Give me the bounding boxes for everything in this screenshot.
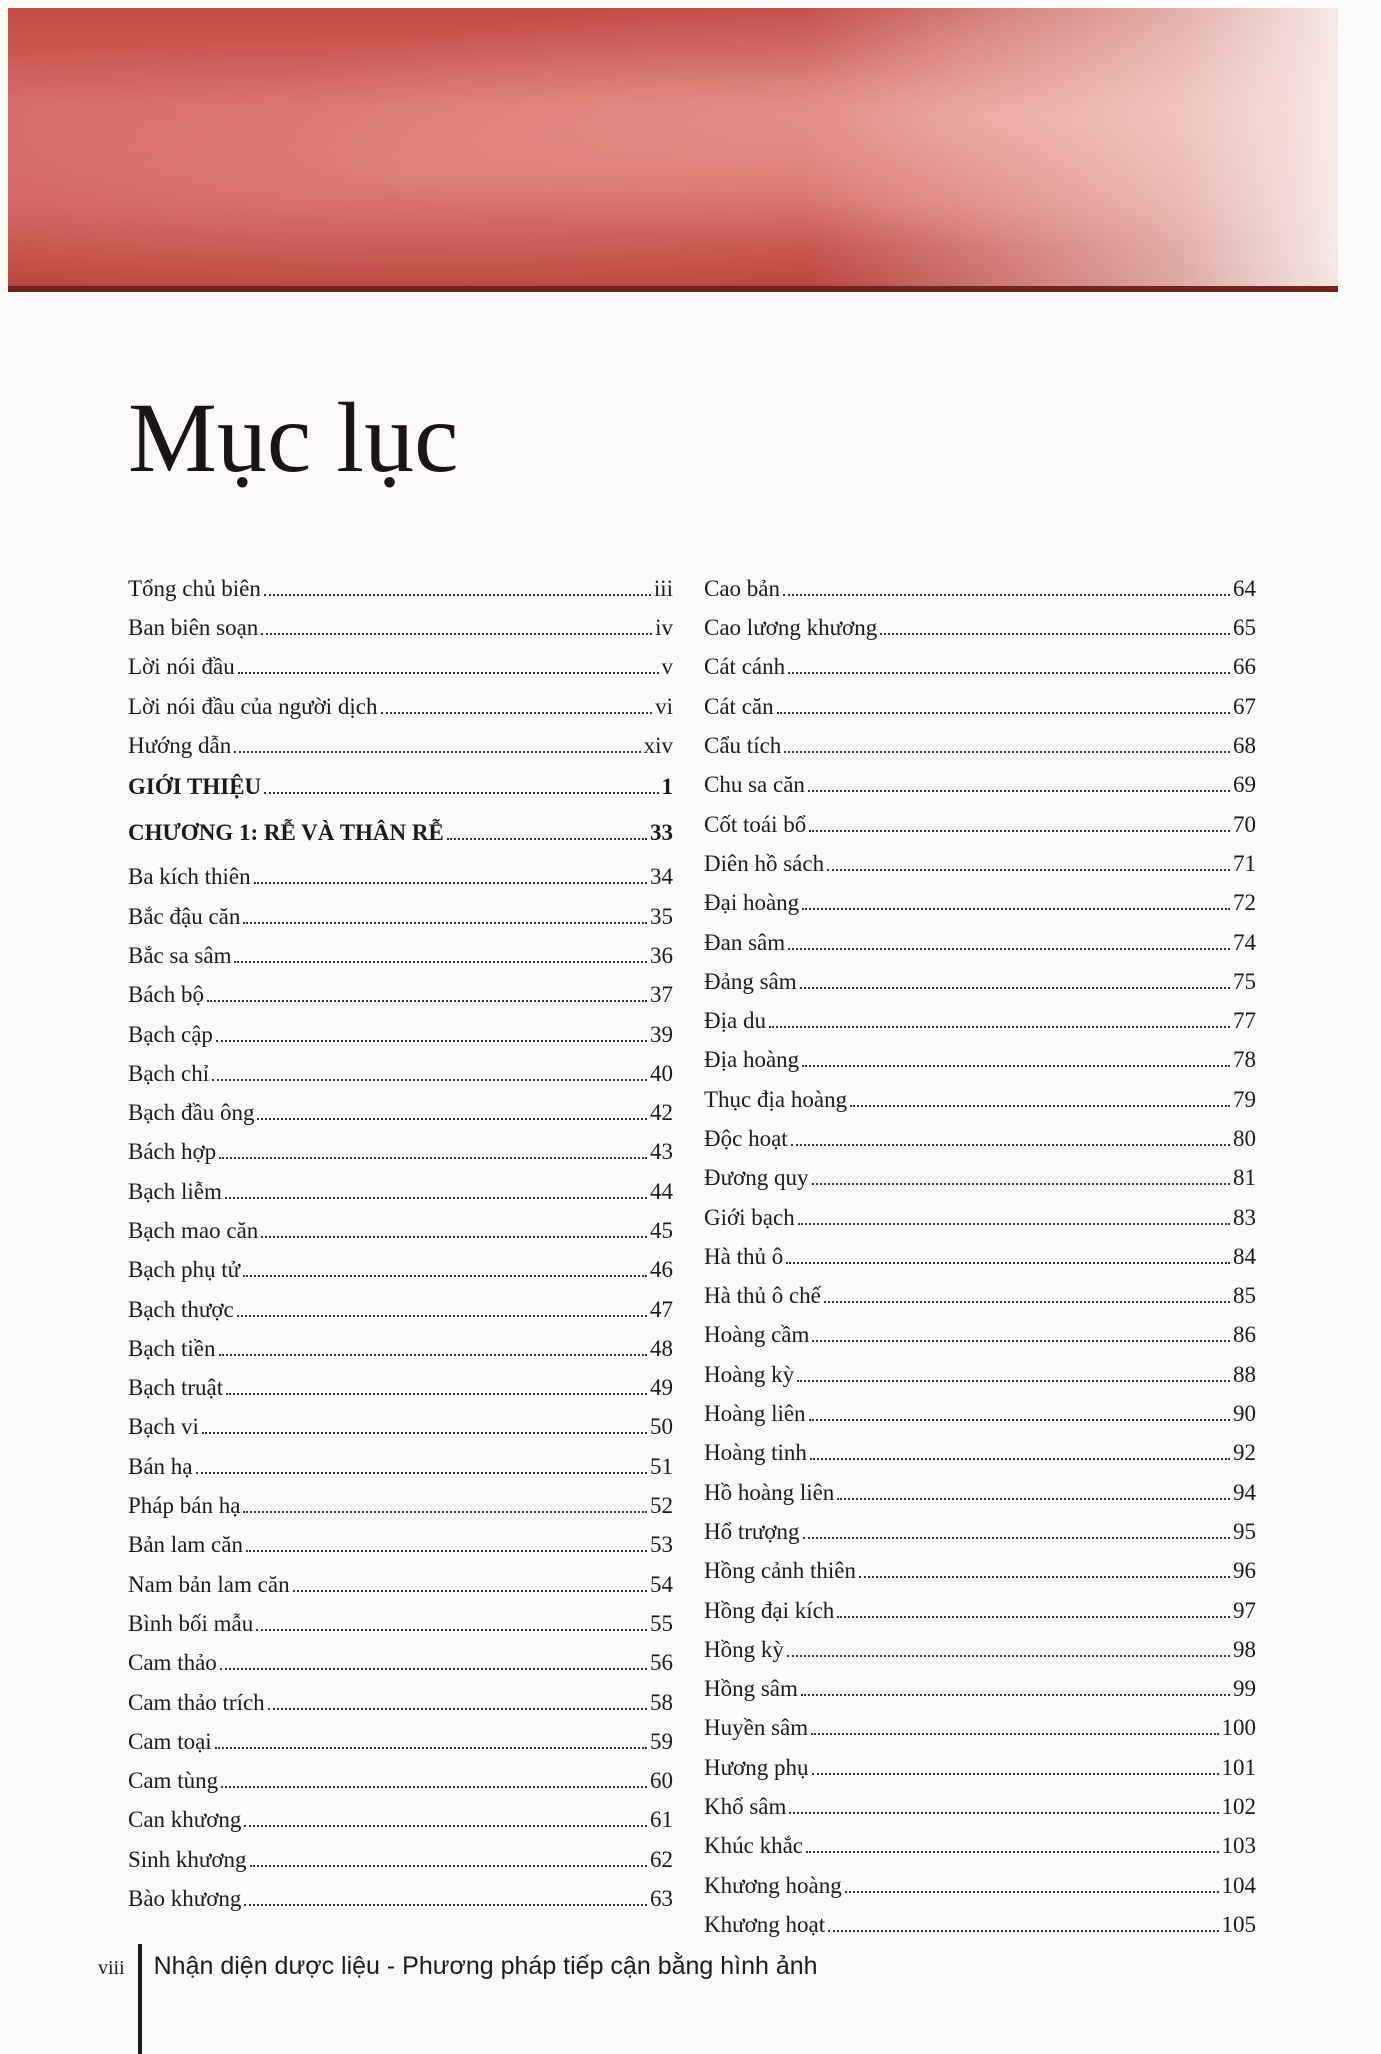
toc-entry[interactable] [128, 1843, 673, 1882]
toc-entry[interactable] [128, 1450, 673, 1489]
dot-leader [828, 1908, 1218, 1932]
toc-entry[interactable] [128, 1253, 673, 1292]
toc-entry[interactable] [704, 1358, 1256, 1397]
toc-entry-label: Pháp bán hạ [128, 1493, 241, 1519]
toc-entry-page: 85 [1233, 1283, 1256, 1309]
dot-leader [243, 1253, 647, 1277]
toc-entry-label: Bào khương [128, 1886, 242, 1912]
toc-entry[interactable] [704, 768, 1256, 807]
dot-leader [256, 1607, 647, 1631]
toc-entry[interactable] [128, 1293, 673, 1332]
toc-entry-page: 102 [1221, 1794, 1256, 1820]
toc-entry-label: CHƯƠNG 1: RỄ VÀ THÂN RỄ [128, 820, 444, 846]
toc-entry-page: 74 [1233, 929, 1256, 955]
dot-leader [788, 651, 1230, 675]
dot-leader [268, 1686, 647, 1710]
toc-entry[interactable] [128, 860, 673, 899]
toc-heading-entry[interactable] [128, 814, 673, 860]
dot-leader [769, 1004, 1230, 1028]
toc-entry[interactable] [704, 1476, 1256, 1515]
dot-leader [225, 1175, 647, 1199]
dot-leader [812, 1751, 1219, 1775]
dot-leader [234, 939, 647, 963]
toc-entry[interactable] [128, 729, 673, 768]
toc-entry-label: Bình bối mẫu [128, 1610, 254, 1636]
toc-entry[interactable] [704, 1437, 1256, 1476]
toc-entry-page: 83 [1233, 1204, 1256, 1230]
toc-entry[interactable] [128, 1175, 673, 1214]
toc-entry[interactable] [704, 729, 1256, 768]
toc-entry-page: 90 [1233, 1401, 1256, 1427]
toc-entry[interactable] [128, 978, 673, 1017]
dot-leader [800, 965, 1230, 989]
toc-entry[interactable] [128, 1725, 673, 1764]
dot-leader [261, 611, 652, 635]
toc-entry-page: 79 [1233, 1086, 1256, 1112]
toc-entry-label: Bắc sa sâm [128, 942, 232, 968]
toc-entry[interactable] [704, 1672, 1256, 1711]
toc-left-column [128, 572, 673, 1922]
toc-entry-page: 72 [1233, 890, 1256, 916]
toc-right-column [704, 572, 1256, 1947]
toc-entry-page: 44 [650, 1178, 673, 1204]
dot-leader [809, 1397, 1230, 1421]
toc-entry[interactable] [128, 1214, 673, 1253]
dot-leader [802, 1044, 1230, 1068]
toc-entry-page: 62 [650, 1846, 673, 1872]
toc-entry-label: Cam tùng [128, 1768, 219, 1794]
dot-leader [801, 1672, 1230, 1696]
toc-entry[interactable] [704, 965, 1256, 1004]
toc-entry[interactable] [128, 1568, 673, 1607]
dot-leader [243, 1489, 647, 1513]
dot-leader [783, 572, 1230, 596]
toc-entry-page: 66 [1233, 654, 1256, 680]
toc-entry-label: Đảng sâm [704, 968, 797, 994]
toc-entry-label: Hoàng cầm [704, 1322, 810, 1348]
toc-entry-label: Bạch thược [128, 1296, 234, 1322]
toc-entry[interactable] [704, 611, 1256, 650]
toc-entry-label: Hướng dẫn [128, 733, 232, 759]
toc-entry-page: 92 [1233, 1440, 1256, 1466]
toc-entry-page: 69 [1233, 772, 1256, 798]
toc-entry-page: 53 [650, 1532, 673, 1558]
toc-entry-page: 61 [650, 1807, 673, 1833]
toc-entry-page: 58 [650, 1689, 673, 1715]
page-footer [98, 1952, 818, 1981]
toc-entry-label: Bản lam căn [128, 1532, 243, 1558]
toc-entry-page: 100 [1221, 1715, 1256, 1741]
dot-leader [812, 1319, 1230, 1343]
toc-entry-page: 98 [1233, 1636, 1256, 1662]
toc-entry-page: 64 [1233, 575, 1256, 601]
toc-entry-label: Đan sâm [704, 929, 786, 955]
toc-entry-page: 70 [1233, 811, 1256, 837]
toc-entry[interactable] [704, 1633, 1256, 1672]
toc-entry[interactable] [128, 1096, 673, 1135]
toc-entry[interactable] [128, 1607, 673, 1646]
toc-entry-page: 59 [650, 1728, 673, 1754]
toc-entry-page: 55 [650, 1610, 673, 1636]
dot-leader [207, 978, 647, 1002]
toc-entry[interactable] [704, 1751, 1256, 1790]
dot-leader [845, 1869, 1219, 1893]
footer-divider [138, 1944, 142, 2054]
toc-entry[interactable] [128, 651, 673, 690]
toc-entry-label: Cốt toái bổ [704, 811, 807, 837]
toc-entry-label: Địa hoàng [704, 1047, 800, 1073]
toc-entry-label: Khương hoạt [704, 1911, 826, 1937]
toc-entry-page: 96 [1233, 1558, 1256, 1584]
toc-entry-label: Ba kích thiên [128, 864, 251, 890]
toc-entry[interactable] [128, 1018, 673, 1057]
dot-leader [812, 1161, 1231, 1185]
toc-entry[interactable] [704, 1319, 1256, 1358]
dot-leader [293, 1568, 647, 1592]
toc-entry[interactable] [704, 1201, 1256, 1240]
toc-entry[interactable] [128, 1057, 673, 1096]
dot-leader [810, 1437, 1230, 1461]
toc-entry[interactable] [128, 1371, 673, 1410]
dot-leader [196, 1450, 647, 1474]
toc-entry-label: Bạch chỉ [128, 1060, 210, 1086]
toc-entry-label: Bách hợp [128, 1139, 217, 1165]
dot-leader [824, 1279, 1230, 1303]
toc-entry-page: 78 [1233, 1047, 1256, 1073]
toc-entry-label: Hồ hoàng liên [704, 1479, 835, 1505]
toc-entry-label: Hồng đại kích [704, 1597, 835, 1623]
toc-entry-label: Cẩu tích [704, 733, 782, 759]
dot-leader [777, 690, 1230, 714]
dot-leader [234, 729, 640, 753]
toc-entry-page: 65 [1233, 615, 1256, 641]
toc-entry-label: Khương hoàng [704, 1872, 842, 1898]
toc-entry-page: 33 [650, 820, 673, 846]
dot-leader [244, 1804, 647, 1828]
toc-entry-label: Sinh khương [128, 1846, 247, 1872]
toc-entry[interactable] [128, 611, 673, 650]
toc-entry-page: 75 [1233, 968, 1256, 994]
dot-leader [221, 1764, 647, 1788]
toc-entry-page: 68 [1233, 733, 1256, 759]
toc-entry[interactable] [128, 572, 673, 611]
toc-entry-page: 103 [1221, 1833, 1256, 1859]
toc-entry[interactable] [704, 1554, 1256, 1593]
toc-entry-label: Ban biên soạn [128, 615, 259, 641]
toc-entry-page: xiv [643, 733, 673, 759]
toc-entry-label: Hương phụ [704, 1754, 809, 1780]
dot-leader [798, 1201, 1230, 1225]
toc-entry-label: Chu sa căn [704, 772, 805, 798]
toc-entry-label: Bách bộ [128, 982, 205, 1008]
toc-entry[interactable] [704, 808, 1256, 847]
toc-entry[interactable] [704, 1830, 1256, 1869]
dot-leader [809, 808, 1230, 832]
toc-entry[interactable] [128, 1136, 673, 1175]
toc-entry-label: Lời nói đầu của người dịch [128, 693, 378, 719]
page-title: Mục lục [128, 382, 459, 493]
toc-entry[interactable] [704, 690, 1256, 729]
toc-entry-label: Độc hoạt [704, 1126, 788, 1151]
toc-entry-label: Hà thủ ô chế [704, 1283, 821, 1309]
dot-leader [246, 1529, 647, 1553]
toc-entry-page: iv [655, 615, 673, 641]
toc-entry-page: 101 [1221, 1754, 1256, 1780]
toc-entry-label: Đại hoàng [704, 890, 800, 916]
toc-entry-page: 47 [650, 1296, 673, 1322]
dot-leader [216, 1018, 647, 1042]
toc-entry[interactable] [128, 1882, 673, 1921]
toc-entry-label: Tổng chủ biên [128, 575, 261, 601]
toc-entry-page: 36 [650, 942, 673, 968]
toc-entry[interactable] [704, 1397, 1256, 1436]
toc-entry[interactable] [128, 1804, 673, 1843]
toc-entry-label: Giới bạch [704, 1204, 795, 1230]
dot-leader [215, 1725, 647, 1749]
toc-entry-label: Nam bản lam căn [128, 1571, 290, 1597]
header-banner [8, 8, 1338, 292]
toc-entry-label: Thục địa hoàng [704, 1086, 848, 1112]
toc-entry-page: 80 [1233, 1126, 1256, 1151]
toc-entry-label: Cam toại [128, 1728, 212, 1754]
toc-entry-label: Bạch mao căn [128, 1218, 259, 1243]
dot-leader [447, 816, 647, 840]
dot-leader [226, 1371, 647, 1395]
toc-entry-label: Cát cánh [704, 654, 786, 680]
dot-leader [212, 1057, 647, 1081]
toc-heading-entry[interactable] [128, 768, 673, 814]
toc-entry-label: Hồng cảnh thiên [704, 1558, 857, 1584]
toc-entry-label: Hoàng tinh [704, 1440, 807, 1466]
toc-entry-label: Hà thủ ô [704, 1243, 784, 1269]
dot-leader [827, 847, 1230, 871]
toc-entry-page: 46 [650, 1257, 673, 1283]
toc-entry-page: 49 [650, 1375, 673, 1401]
dot-leader [837, 1594, 1230, 1618]
toc-entry-label: Bạch đầu ông [128, 1100, 255, 1126]
dot-leader [850, 1083, 1230, 1107]
toc-entry-label: GIỚI THIỆU [128, 774, 262, 800]
toc-entry[interactable] [128, 1529, 673, 1568]
dot-leader [264, 572, 651, 596]
dot-leader [791, 1122, 1230, 1146]
dot-leader [788, 926, 1230, 950]
toc-entry-label: Bán hạ [128, 1453, 193, 1479]
footer-page-number: viii [98, 1957, 125, 1979]
toc-entry-page: 97 [1233, 1597, 1256, 1623]
toc-entry-label: Cam thảo [128, 1650, 217, 1676]
toc-entry-label: Diên hồ sách [704, 850, 825, 876]
toc-entry-page: 50 [650, 1414, 673, 1440]
toc-entry-page: 37 [650, 982, 673, 1008]
toc-entry[interactable] [128, 939, 673, 978]
toc-entry-label: Lời nói đầu [128, 654, 235, 680]
toc-entry-page: 63 [650, 1886, 673, 1912]
toc-entry-label: Bạch liễm [128, 1178, 222, 1204]
toc-entry-label: Bạch tiền [128, 1335, 216, 1361]
toc-entry[interactable] [128, 1686, 673, 1725]
toc-entry-page: v [661, 654, 673, 680]
toc-entry-page: 56 [650, 1650, 673, 1676]
toc-entry-page: 34 [650, 864, 673, 890]
toc-entry-page: 35 [650, 903, 673, 929]
toc-entry-label: Cao lương khương [704, 615, 878, 641]
toc-entry[interactable] [128, 1489, 673, 1528]
dot-leader [806, 1830, 1219, 1854]
toc-entry-page: 95 [1233, 1518, 1256, 1544]
toc-entry-label: Bạch vi [128, 1414, 199, 1440]
toc-entry-page: 99 [1233, 1676, 1256, 1702]
toc-entry-label: Cam thảo trích [128, 1689, 265, 1715]
dot-leader [787, 1633, 1230, 1657]
toc-entry-page: 42 [650, 1100, 673, 1126]
dot-leader [837, 1476, 1230, 1500]
toc-entry[interactable] [704, 1908, 1256, 1947]
toc-entry[interactable] [128, 690, 673, 729]
dot-leader [859, 1554, 1230, 1578]
toc-entry[interactable] [704, 1122, 1256, 1161]
toc-entry[interactable] [704, 1594, 1256, 1633]
toc-entry[interactable] [704, 1161, 1256, 1200]
dot-leader [381, 690, 653, 714]
dot-leader [797, 1358, 1230, 1382]
toc-entry-label: Huyền sâm [704, 1715, 809, 1741]
toc-entry[interactable] [128, 1411, 673, 1450]
toc-entry-label: Bắc đậu căn [128, 903, 241, 929]
toc-entry-page: 86 [1233, 1322, 1256, 1348]
toc-entry[interactable] [704, 572, 1256, 611]
toc-entry[interactable] [704, 1044, 1256, 1083]
toc-entry-label: Can khương [128, 1807, 242, 1833]
toc-entry[interactable] [128, 1332, 673, 1371]
toc-entry-label: Hồng kỳ [704, 1636, 784, 1662]
toc-entry[interactable] [704, 1240, 1256, 1279]
toc-entry-label: Bạch cập [128, 1021, 213, 1047]
toc-entry-page: 94 [1233, 1479, 1256, 1505]
toc-entry[interactable] [128, 1764, 673, 1803]
dot-leader [257, 1096, 647, 1120]
toc-entry[interactable] [704, 651, 1256, 690]
toc-entry-label: Cao bản [704, 575, 781, 601]
dot-leader [219, 1136, 647, 1160]
toc-entry[interactable] [704, 1869, 1256, 1908]
toc-entry-page: 88 [1233, 1361, 1256, 1387]
toc-entry-page: 54 [650, 1571, 673, 1597]
toc-entry-label: Địa du [704, 1008, 766, 1034]
toc-entry[interactable] [704, 1279, 1256, 1318]
dot-leader [244, 1882, 647, 1906]
dot-leader [880, 611, 1230, 635]
dot-leader [254, 860, 647, 884]
toc-entry-page: 52 [650, 1493, 673, 1519]
dot-leader [219, 1332, 648, 1356]
toc-entry[interactable] [704, 847, 1256, 886]
dot-leader [220, 1646, 647, 1670]
toc-entry[interactable] [704, 1790, 1256, 1829]
toc-entry[interactable] [704, 1083, 1256, 1122]
toc-entry-page: 45 [650, 1218, 673, 1243]
toc-entry-page: iii [653, 575, 673, 601]
toc-entry[interactable] [704, 1004, 1256, 1043]
toc-entry-label: Cát căn [704, 693, 774, 719]
toc-entry-page: 43 [650, 1139, 673, 1165]
toc-entry-page: vi [655, 693, 673, 719]
dot-leader [784, 729, 1230, 753]
toc-entry-page: 1 [661, 774, 673, 800]
toc-entry-label: Bạch truật [128, 1375, 224, 1401]
toc-entry-page: 84 [1233, 1243, 1256, 1269]
toc-entry-page: 51 [650, 1453, 673, 1479]
toc-entry-label: Hoàng liên [704, 1401, 806, 1427]
dot-leader [243, 900, 647, 924]
toc-entry-label: Khổ sâm [704, 1794, 787, 1820]
toc-entry[interactable] [128, 900, 673, 939]
toc-entry-label: Hoàng kỳ [704, 1361, 795, 1387]
toc-entry-page: 77 [1233, 1008, 1256, 1034]
footer-book-title: Nhận diện dược liệu - Phương pháp tiếp cận bằng hình ảnh [153, 1952, 818, 1980]
dot-leader [264, 770, 658, 794]
dot-leader [811, 1712, 1218, 1736]
dot-leader [803, 1515, 1230, 1539]
toc-entry-page: 104 [1221, 1872, 1256, 1898]
toc-entry-page: 67 [1233, 693, 1256, 719]
toc-entry[interactable] [704, 1712, 1256, 1751]
toc-entry-label: Khúc khắc [704, 1833, 803, 1859]
toc-entry-label: Hổ trượng [704, 1518, 800, 1544]
dot-leader [237, 1293, 647, 1317]
dot-leader [808, 768, 1230, 792]
toc-entry-page: 81 [1233, 1165, 1256, 1191]
toc-entry-label: Bạch phụ tử [128, 1257, 241, 1283]
toc-entry[interactable] [704, 886, 1256, 925]
toc-entry-page: 40 [650, 1060, 673, 1086]
toc-entry[interactable] [128, 1646, 673, 1685]
toc-entry-page: 60 [650, 1768, 673, 1794]
dot-leader [250, 1843, 647, 1867]
dot-leader [238, 651, 659, 675]
toc-entry[interactable] [704, 926, 1256, 965]
toc-entry[interactable] [704, 1515, 1256, 1554]
dot-leader [261, 1214, 647, 1238]
toc-entry-page: 48 [650, 1335, 673, 1361]
dot-leader [789, 1790, 1218, 1814]
toc-entry-page: 39 [650, 1021, 673, 1047]
dot-leader [202, 1411, 647, 1435]
toc-entry-label: Hồng sâm [704, 1676, 798, 1702]
toc-entry-page: 105 [1221, 1911, 1256, 1937]
dot-leader [786, 1240, 1230, 1264]
toc-entry-label: Đương quy [704, 1165, 809, 1191]
dot-leader [802, 886, 1230, 910]
toc-entry-page: 71 [1233, 850, 1256, 876]
